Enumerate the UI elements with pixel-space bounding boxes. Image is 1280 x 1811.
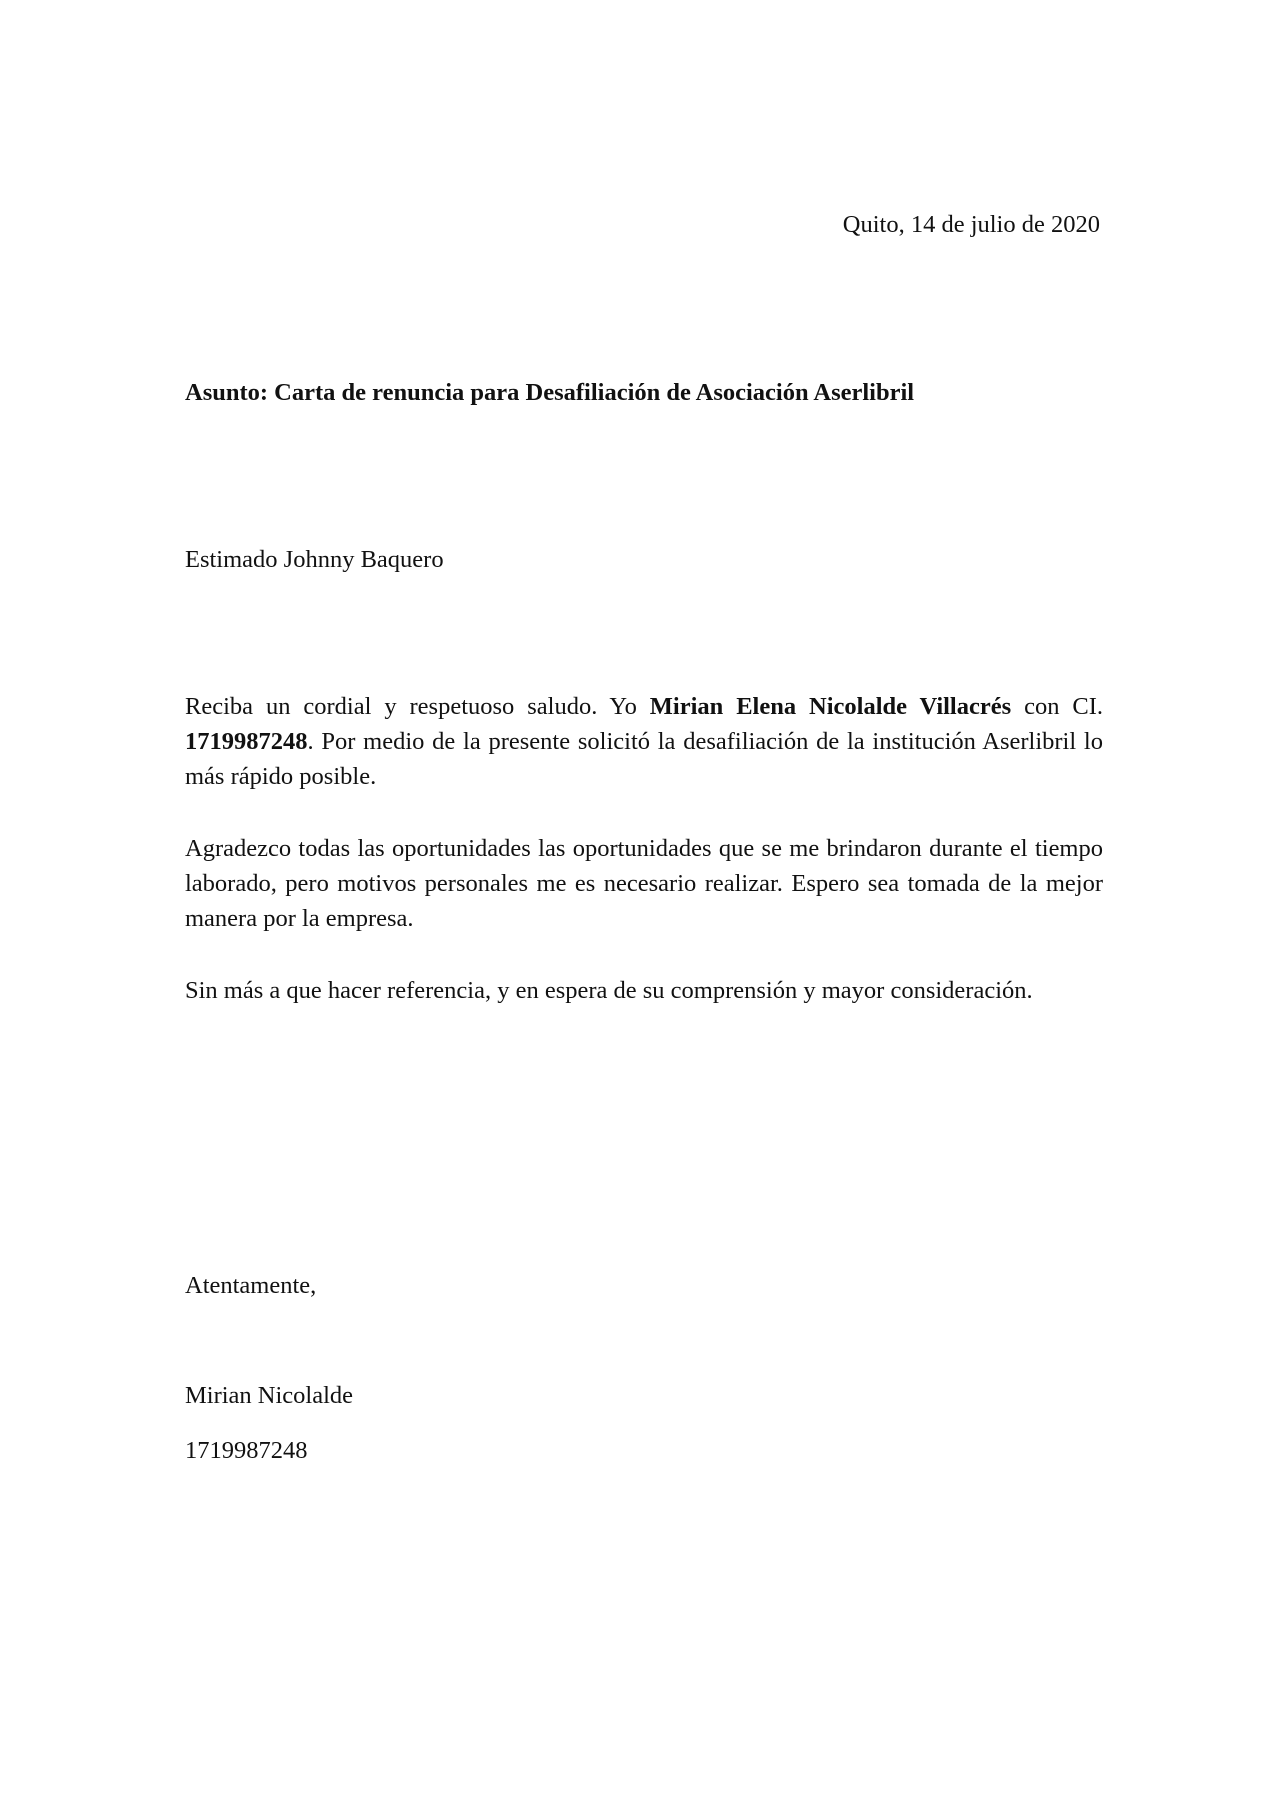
sender-full-name: Mirian Elena Nicolalde Villacrés: [649, 693, 1012, 720]
letter-closing: Atentamente,: [185, 1272, 317, 1299]
sender-id-number: 1719987248: [185, 728, 308, 755]
letter-subject: Asunto: Carta de renuncia para Desafiliación de Asociación Aserlibril: [185, 379, 915, 406]
signature-name: Mirian Nicolalde: [185, 1382, 354, 1409]
paragraph-request-text-b: con CI.: [1011, 693, 1104, 720]
letter-greeting: Estimado Johnny Baquero: [185, 546, 444, 573]
paragraph-request-text-c: . Por medio de la presente solicitó la desafiliación de la institución Aserlibril lo más rápido posible.: [185, 728, 1103, 790]
paragraph-closing-remark: Sin más a que hacer referencia, y en espera de su comprensión y mayor consideración.: [185, 977, 1033, 1004]
signature-id: 1719987248: [185, 1437, 308, 1464]
paragraph-request: [185, 689, 1103, 794]
paragraph-request-text-a: Reciba un cordial y respetuoso saludo. Yo: [185, 693, 650, 720]
letter-date: Quito, 14 de julio de 2020: [842, 211, 1100, 238]
paragraph-thanks: Agradezco todas las oportunidades las oportunidades que se me brindaron durante el tiempo laborado, pero motivos personales me es necesario realizar. Espero sea tomada de la mejor manera por la empresa.: [185, 835, 1103, 932]
